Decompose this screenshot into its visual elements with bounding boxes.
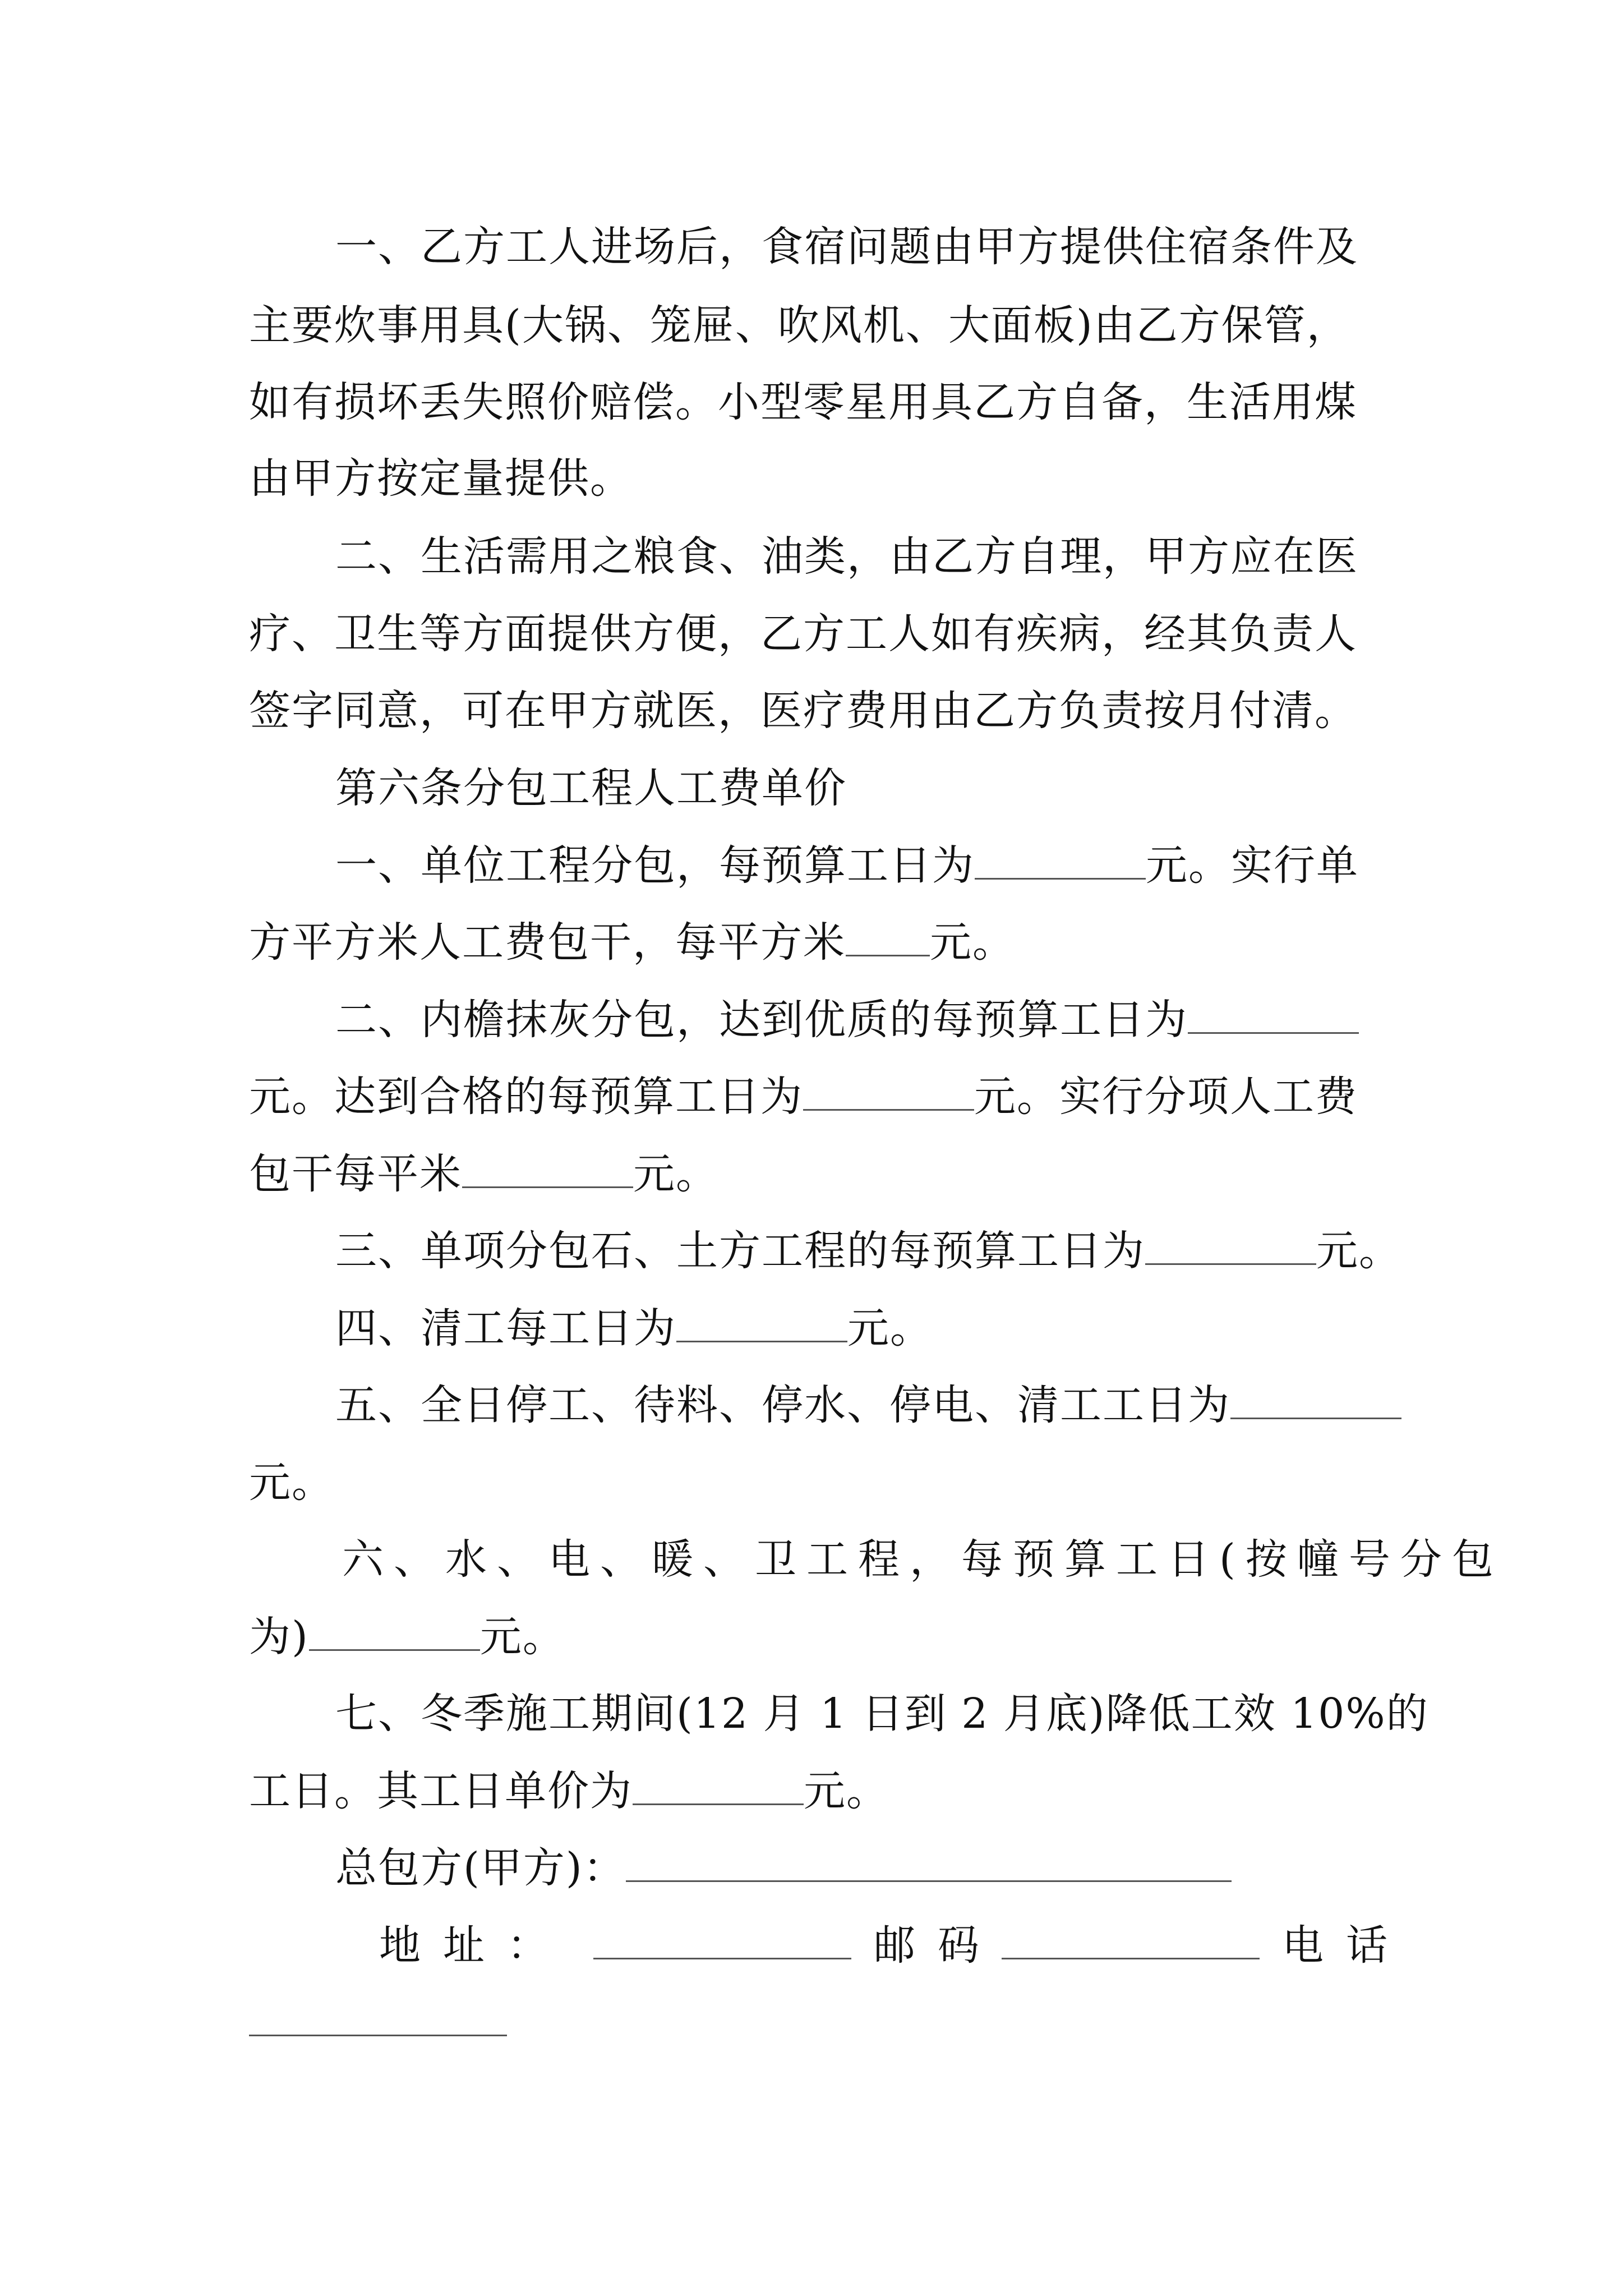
item2-line2 [249,1063,1623,1130]
text: 元。 [930,918,1015,967]
fill-blank[interactable] [803,1069,974,1111]
para1-line2 [249,292,1623,359]
text: 五、全日停工、待料、停水、停电、清工工日为 [335,1381,1230,1429]
text: 元。 [804,1767,889,1815]
postcode-blank[interactable] [1002,1917,1260,1959]
article-heading [335,754,1623,822]
text: 二、内檐抹灰分包，达到优质的每预算工日为 [335,996,1188,1044]
item5-line2 [249,1449,1623,1516]
text: 元。 [847,1304,933,1352]
text: 疗、卫生等方面提供方便，乙方工人如有疾病，经其负责人 [249,610,1357,658]
item4-line1 [335,1295,1623,1362]
text: 六、水、电、暖、卫工程，每预算工日(按幢号分包 [342,1535,1504,1584]
fill-blank[interactable] [633,1763,804,1805]
contractor-label: 总包方(甲方)： [335,1844,626,1892]
contractor-line [335,1834,1623,1902]
text: 七、冬季施工期间(12 月 1 日到 2 月底)降低工效 10%的 [335,1690,1429,1738]
text: 三、单项分包石、土方工程的每预算工日为 [335,1227,1145,1275]
item3-line1 [335,1217,1623,1285]
text: 元。实行单 [1146,841,1359,890]
fill-blank[interactable] [975,838,1146,880]
phone-label: 电话 [1282,1921,1410,1970]
address-line [379,1912,1623,1979]
text: 四、清工每工日为 [335,1304,676,1352]
text: 由甲方按定量提供。 [249,454,633,503]
text: 一、乙方工人进场后，食宿问题由甲方提供住宿条件及 [335,223,1358,271]
item1-line2 [249,909,1623,976]
item7-line2 [249,1757,1623,1825]
phone-blank[interactable] [249,1994,507,2036]
fill-blank[interactable] [846,914,930,956]
item2-line3 [249,1140,1623,1208]
text: 工日。其工日单价为 [249,1767,633,1815]
text: 元。 [249,1458,334,1507]
para2-line3 [249,677,1623,744]
para2-line1 [335,523,1623,590]
text: 一、单位工程分包，每预算工日为 [335,841,975,890]
text: 主要炊事用具(大锅、笼屉、吹风机、大面板)由乙方保管， [249,301,1349,349]
para2-line2 [249,600,1623,668]
item2-line1 [335,986,1623,1053]
para1-line1 [335,213,1623,280]
text: 二、生活需用之粮食、油类，由乙方自理，甲方应在医 [335,532,1358,581]
text: 方平方米人工费包干，每平方米 [249,918,846,967]
fill-blank[interactable] [1145,1223,1316,1265]
text: 元。实行分项人工费 [974,1073,1358,1121]
fill-blank[interactable] [309,1609,480,1651]
item5-line1 [335,1372,1623,1439]
text: 元。 [1316,1227,1401,1275]
text: 包干每平米 [249,1150,462,1198]
text: 为) [249,1613,309,1661]
para1-line3 [249,369,1623,436]
address-blank[interactable] [593,1917,851,1959]
text: 如有损坏丢失照价赔偿。小型零星用具乙方自备，生活用煤 [249,378,1357,426]
para1-line4 [249,445,1623,512]
item6-line1 [342,1526,1623,1593]
postcode-label: 邮码 [874,1921,1002,1970]
fill-blank[interactable] [1188,992,1359,1034]
text: 元。达到合格的每预算工日为 [249,1073,803,1121]
address-label: 地址： [379,1921,571,1970]
fill-blank[interactable] [676,1300,847,1342]
contractor-blank[interactable] [626,1840,1232,1882]
fill-blank[interactable] [462,1146,633,1188]
text: 元。 [633,1150,718,1198]
phone-line [249,1989,1623,2056]
text: 元。 [479,1613,565,1661]
fill-blank[interactable] [1230,1377,1401,1419]
text: 签字同意，可在甲方就医，医疗费用由乙方负责按月付清。 [249,687,1357,735]
item1-line1 [335,832,1623,899]
item6-line2 [249,1603,1623,1671]
item7-line1 [335,1680,1623,1747]
text: 第六条分包工程人工费单价 [335,764,847,812]
